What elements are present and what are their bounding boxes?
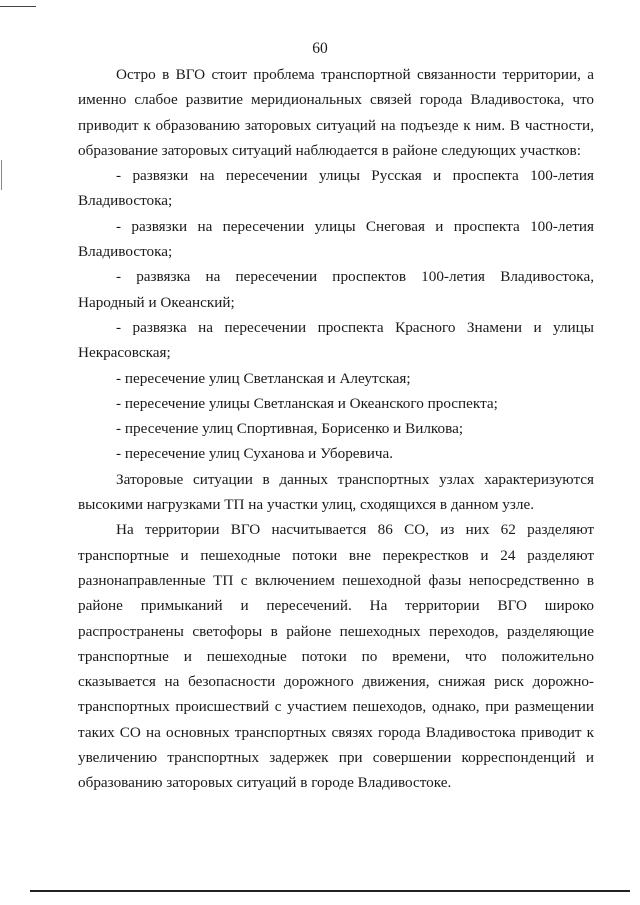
list-item-snegovaya: - развязки на пересечении улицы Снеговая и проспекта 100-летия Владивостока; [78, 217, 594, 261]
list-item-sukhanova: - пересечение улиц Суханова и Уборевича. [116, 445, 394, 463]
list-item-svetlanskaya-aleutskaya: - пересечение улиц Светланская и Алеутская; [116, 369, 411, 387]
scan-artifact-left-edge [1, 160, 2, 190]
list-item-narodny-okeansky: - развязка на пересечении проспектов 100-летия Владивостока, Народный и Океанский; [78, 268, 594, 311]
paragraph-traffic-lights: На территории ВГО насчитывается 86 СО, из них 62 разделяют транспортные и пешеходные потоки вне перекрестков и 24 разделяют разнонаправленные ТП с включением пешеходной фазы непосредственно в районе примыканий и пересечений. На территории ВГО широко распространены светофоры в районе пешеходных переходов, разделяющие транспортные и пешеходные потоки по времени, что положительно сказывается на безопасности дорожного движения, снижая риск дорожно-транспортных происшествий с участием пешеходов, однако, при размещении таких СО на основных транспортных связях города Владивостока приводит к увеличению транспортных задержек при совершении корреспонденций и образованию заторовых ситуаций в городе Владивостоке. [78, 521, 594, 792]
paragraph-congestion: Заторовые ситуации в данных транспортных узлах характеризуются высокими нагрузками ТП на участки улиц, сходящихся в данном узле. [78, 470, 594, 514]
paragraph-intro: Остро в ВГО стоит проблема транспортной связанности территории, а именно слабое развитие меридиональных связей города Владивостока, что приводит к образованию заторовых ситуаций на подъезде к ним. В частности, образование заторовых ситуаций наблюдается в районе следующих участков: [78, 66, 594, 159]
scan-artifact-bottom [30, 890, 630, 892]
list-item-svetlanskaya-okeansky: - пересечение улицы Светланская и Океанского проспекта; [116, 394, 498, 412]
list-item-krasnogo-znameni: - развязка на пересечении проспекта Красного Знамени и улицы Некрасовская; [78, 318, 594, 362]
page-number: 60 [312, 40, 328, 57]
list-item-sportivnaya: - пресечение улиц Спортивная, Борисенко и Вилкова; [116, 420, 464, 438]
scan-artifact-top [0, 6, 36, 7]
document-body [78, 62, 594, 796]
list-item-russkaya: - развязки на пересечении улицы Русская и проспекта 100-летия Владивостока; [78, 167, 594, 210]
